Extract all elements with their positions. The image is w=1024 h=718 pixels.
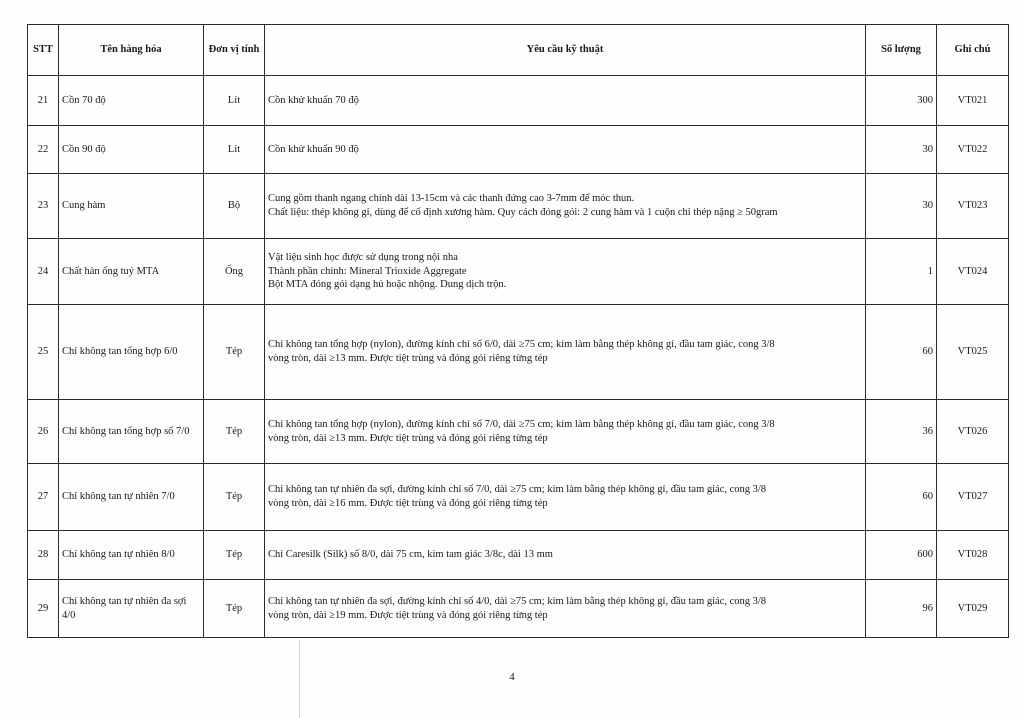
row-item-name: Cung hàm bbox=[59, 174, 204, 239]
table-row bbox=[28, 76, 1009, 126]
row-quantity: 60 bbox=[866, 305, 937, 400]
row-item-name: Chỉ không tan tự nhiên đa sợi 4/0 bbox=[59, 580, 204, 638]
row-note: VT028 bbox=[937, 531, 1009, 580]
table-row bbox=[28, 126, 1009, 174]
requirement-line: vòng tròn, dài ≥19 mm. Được tiệt trùng và đóng gói riêng từng tép bbox=[268, 609, 548, 621]
table-header-row bbox=[28, 25, 1009, 76]
row-unit: Lít bbox=[204, 126, 265, 174]
row-stt: 22 bbox=[28, 126, 59, 174]
row-note: VT024 bbox=[937, 239, 1009, 305]
row-note: VT029 bbox=[937, 580, 1009, 638]
row-unit: Lít bbox=[204, 76, 265, 126]
row-unit: Tép bbox=[204, 400, 265, 464]
row-quantity: 60 bbox=[866, 464, 937, 531]
requirement-line: Thành phần chính: Mineral Trioxide Aggregate bbox=[268, 265, 467, 277]
technical-spec-table bbox=[27, 24, 1009, 638]
row-note: VT027 bbox=[937, 464, 1009, 531]
row-technical-requirements bbox=[265, 76, 866, 126]
table-row bbox=[28, 239, 1009, 305]
row-technical-requirements bbox=[265, 305, 866, 400]
row-stt: 25 bbox=[28, 305, 59, 400]
row-unit: Tép bbox=[204, 531, 265, 580]
row-stt: 24 bbox=[28, 239, 59, 305]
row-quantity: 30 bbox=[866, 126, 937, 174]
row-stt: 21 bbox=[28, 76, 59, 126]
row-item-name: Chỉ không tan tổng hợp 6/0 bbox=[59, 305, 204, 400]
table-row bbox=[28, 580, 1009, 638]
row-technical-requirements bbox=[265, 464, 866, 531]
row-quantity: 1 bbox=[866, 239, 937, 305]
row-item-name: Chỉ không tan tổng hợp số 7/0 bbox=[59, 400, 204, 464]
row-item-name: Cồn 70 độ bbox=[59, 76, 204, 126]
requirement-line: vòng tròn, dài ≥16 mm. Được tiệt trùng và đóng gói riêng từng tép bbox=[268, 498, 548, 509]
row-technical-requirements bbox=[265, 580, 866, 638]
row-item-name: Chỉ không tan tự nhiên 7/0 bbox=[59, 464, 204, 531]
row-item-name: Chỉ không tan tự nhiên 8/0 bbox=[59, 531, 204, 580]
row-stt: 26 bbox=[28, 400, 59, 464]
requirement-line: Cung gồm thanh ngang chính dài 13-15cm và các thanh đứng cao 3-7mm để móc thun. bbox=[268, 193, 635, 205]
row-quantity: 36 bbox=[866, 400, 937, 464]
row-stt: 27 bbox=[28, 464, 59, 531]
row-note: VT021 bbox=[937, 76, 1009, 126]
header-note: Ghi chú bbox=[937, 25, 1009, 76]
row-unit: Tép bbox=[204, 305, 265, 400]
row-technical-requirements bbox=[265, 531, 866, 580]
requirement-line: Chỉ không tan tự nhiên đa sợi, đường kính chỉ số 4/0, dài ≥75 cm; kim làm bằng thép không gỉ, đầu tam giác, cong 3/8 bbox=[268, 595, 767, 607]
requirement-line: Cồn khử khuẩn 70 độ bbox=[268, 94, 359, 106]
header-item-name: Tên hàng hóa bbox=[59, 25, 204, 76]
requirement-line: Chỉ Caresilk (Silk) số 8/0, dài 75 cm, kim tam giác 3/8c, dài 13 mm bbox=[268, 549, 553, 561]
table-row bbox=[28, 305, 1009, 400]
row-note: VT026 bbox=[937, 400, 1009, 464]
row-unit: Bộ bbox=[204, 174, 265, 239]
header-stt: STT bbox=[28, 25, 59, 76]
requirement-line: Bột MTA đóng gói dạng hủ hoặc nhộng. Dung dịch trộn. bbox=[268, 279, 507, 291]
row-note: VT022 bbox=[937, 126, 1009, 174]
row-stt: 29 bbox=[28, 580, 59, 638]
requirement-line: vòng tròn, dài ≥13 mm. Được tiệt trùng và đóng gói riêng từng tép bbox=[268, 353, 548, 364]
row-item-name: Chất hàn ống tuỷ MTA bbox=[59, 239, 204, 305]
row-quantity: 600 bbox=[866, 531, 937, 580]
header-quantity: Số lượng bbox=[866, 25, 937, 76]
row-quantity: 30 bbox=[866, 174, 937, 239]
row-quantity: 300 bbox=[866, 76, 937, 126]
row-unit: Tép bbox=[204, 580, 265, 638]
requirement-line: Chỉ không tan tổng hợp (nylon), đường kính chỉ số 7/0, dài ≥75 cm; kim làm bằng thép không gỉ, đầu tam giác, cong 3/8 bbox=[268, 418, 775, 430]
requirement-line: Chất liệu: thép không gỉ, dùng để cố định xương hàm. Quy cách đóng gói: 2 cung hàm và 1 cuộn chỉ thép nặng ≥ 50gram bbox=[268, 207, 778, 218]
row-technical-requirements bbox=[265, 400, 866, 464]
row-technical-requirements bbox=[265, 126, 866, 174]
row-stt: 23 bbox=[28, 174, 59, 239]
row-stt: 28 bbox=[28, 531, 59, 580]
row-quantity: 96 bbox=[866, 580, 937, 638]
page-number: 4 bbox=[509, 671, 515, 683]
table-row bbox=[28, 174, 1009, 239]
header-technical-requirements: Yêu cầu kỹ thuật bbox=[265, 25, 866, 76]
row-note: VT023 bbox=[937, 174, 1009, 239]
table-row bbox=[28, 400, 1009, 464]
row-note: VT025 bbox=[937, 305, 1009, 400]
requirement-line: Chỉ không tan tự nhiên đa sợi, đường kính chỉ số 7/0, dài ≥75 cm; kim làm bằng thép không gỉ, đầu tam giác, cong 3/8 bbox=[268, 484, 767, 496]
requirement-line: Cồn khử khuẩn 90 độ bbox=[268, 143, 359, 155]
header-unit: Đơn vị tính bbox=[204, 25, 265, 76]
requirement-line: vòng tròn, dài ≥13 mm. Được tiệt trùng và đóng gói riêng từng tép bbox=[268, 432, 548, 444]
requirement-line: Vật liệu sinh học được sử dụng trong nội nha bbox=[268, 252, 458, 264]
table-row bbox=[28, 531, 1009, 580]
row-technical-requirements bbox=[265, 239, 866, 305]
row-item-name: Cồn 90 độ bbox=[59, 126, 204, 174]
requirement-line: Chỉ không tan tổng hợp (nylon), đường kính chỉ số 6/0, dài ≥75 cm; kim làm bằng thép không gỉ, đầu tam giác, cong 3/8 bbox=[268, 339, 775, 351]
table-row bbox=[28, 464, 1009, 531]
row-unit: Tép bbox=[204, 464, 265, 531]
row-unit: Ống bbox=[204, 239, 265, 305]
row-technical-requirements bbox=[265, 174, 866, 239]
